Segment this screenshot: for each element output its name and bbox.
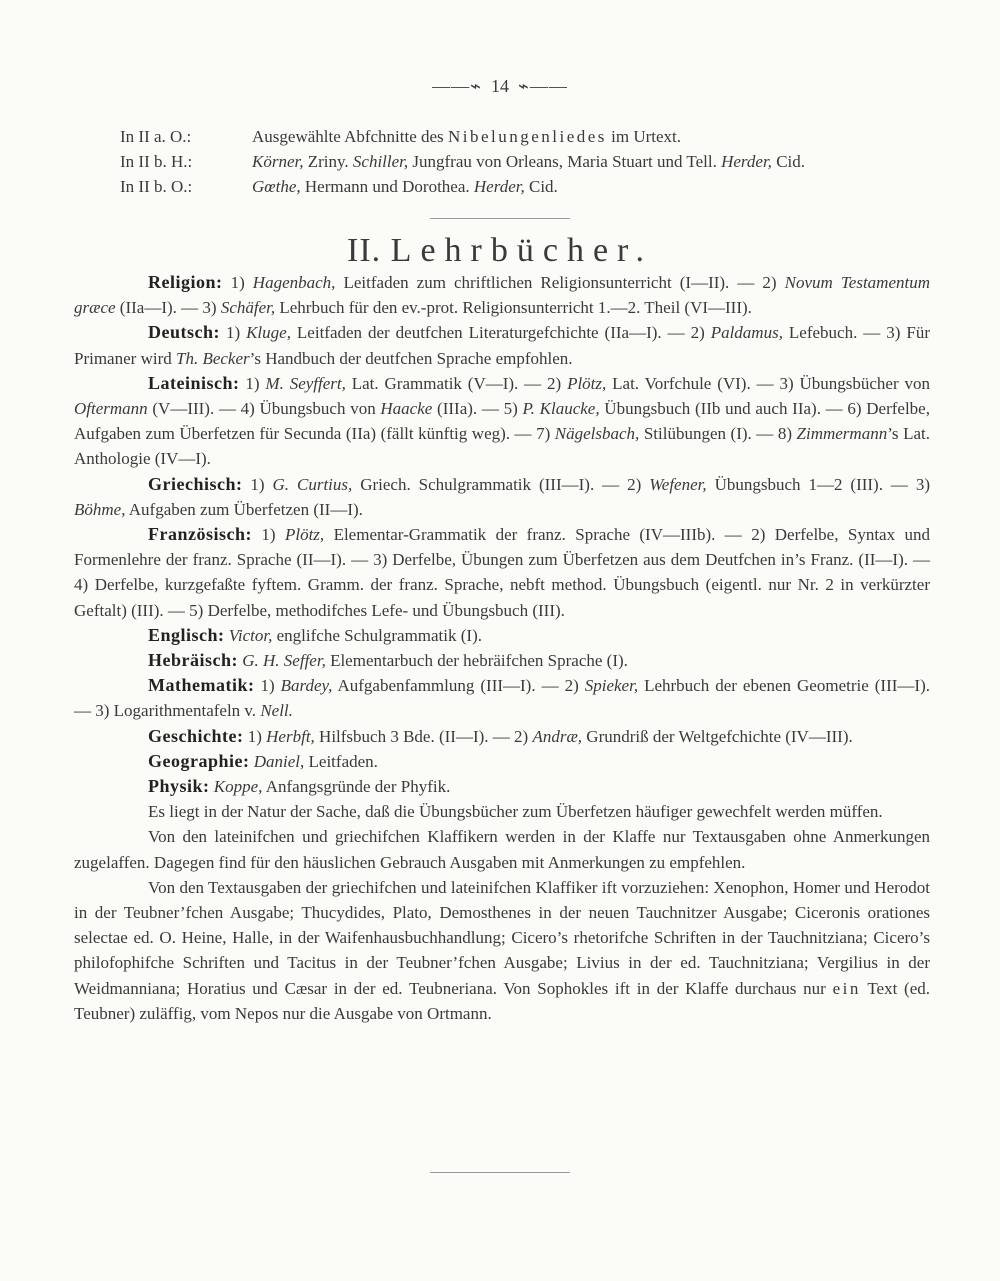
author-name: Körner, <box>252 152 304 171</box>
class-label: In II b. H.: <box>120 152 193 171</box>
ornament-left: ——⌁ <box>432 76 482 96</box>
subject-lateinisch: Lateinisch: 1) M. Seyffert, Lat. Grammatik (V—I). — 2) Plötz, Lat. Vorfchule (VI). — 3) Übungsbücher von Oftermann (V—III). — 4) Übungsbuch von Haacke (IIIa). — 5) P. Klaucke, Übungsbuch (IIb und auch IIa). — 6) Derfelbe, Aufgaben zum Überfetzen für Secunda (IIa) (fällt künftig weg). — 7) Nägelsbach, Stilübungen (I). — 8) Zimmermann’s Lat. Anthologie (IV—I). <box>74 372 930 469</box>
author-name: Th. <box>175 348 199 368</box>
subject-deutsch: Deutsch: 1) Kluge, Leitfaden der deutfchen Literaturgefchichte (IIa—I). — 2) Paldamus, Lefebuch. — 3) Für Primaner wird Th. Becker’s Handbuch der deutfchen Sprache empfohlen. <box>74 322 930 368</box>
section-word: Lehrbücher. <box>390 232 653 269</box>
author-name: Herder, <box>473 177 525 196</box>
subject-geschichte: Geschichte: 1) Herbft, Hilfsbuch 3 Bde. (II—I). — 2) Andræ, Grundriß der Weltgefchichte (IV—III). <box>148 725 853 746</box>
reading-text: Ausgewählte Abfchnitte des <box>252 127 448 146</box>
page-header <box>0 76 1000 97</box>
spaced-title: Nibelungenliedes <box>447 127 607 146</box>
subject-griechisch: Griechisch: 1) G. Curtius, Griech. Schulgrammatik (III—I). — 2) Wefener, Übungsbuch 1—2 (III). — 3) Böhme, Aufgaben zum Überfetzen (II—I). <box>74 473 931 519</box>
author-name: Nell. <box>260 701 293 721</box>
subject-heading: Geschichte: <box>148 725 244 746</box>
subject-englisch: Englisch: Victor, englifche Schulgrammatik (I). <box>148 624 482 645</box>
section-numeral: II. <box>347 232 382 269</box>
divider-rule <box>430 218 570 219</box>
paragraph-text: Text (ed. Teubner) zuläffig, vom Nepos nur die Ausgabe von Ortmann. <box>74 978 930 1023</box>
subject-heading: Hebräisch: <box>148 650 238 671</box>
subject-physik: Physik: Koppe, Anfangsgründe der Phyfik. <box>148 776 451 797</box>
author-name: Herder, <box>721 152 772 171</box>
textbook-list <box>74 270 930 1026</box>
subject-franzoesisch: Französisch: 1) Plötz, Elementar-Grammatik der franz. Sprache (IV—IIIb). — 2) Derfelbe, Syntax und Formenlehre der franz. Sprache (II—I). — 3) Derfelbe, Übungen zum Überfetzen aus dem Deutfchen in’s Franz. (II—I). — 4) Derfelbe, kurzgefaßte fyftem. Gramm. der franz. Sprache, nebft method. Übungsbuch (eigentl. nur Nr. 2 in verkürzter Geftalt) (III). — 5) Derfelbe, methodifches Lefe- und Übungsbuch (III). <box>74 524 930 620</box>
author-name: Oftermann <box>74 399 148 419</box>
reading-text: Cid. <box>524 177 558 196</box>
subject-heading: Physik: <box>148 776 210 797</box>
author-name: Haacke <box>380 399 433 419</box>
author-name: Kluge, <box>246 323 291 343</box>
subject-heading: Deutsch: <box>148 322 220 343</box>
reading-text: Hermann und Dorothea. <box>300 177 474 196</box>
author-name: Plötz, <box>284 525 325 545</box>
reading-row <box>120 174 900 199</box>
author-name: Hagenbach, <box>252 273 336 292</box>
subject-heading: Französisch: <box>148 524 252 545</box>
author-name: G. H. Seffer, <box>242 651 326 671</box>
author-name: Spieker, <box>584 676 639 696</box>
subject-heading: Religion: <box>148 272 223 292</box>
subject-hebraeisch: Hebräisch: G. H. Seffer, Elementarbuch der hebräifchen Sprache (I). <box>148 650 628 671</box>
subject-heading: Griechisch: <box>148 473 243 494</box>
class-label: In II a. O.: <box>120 127 192 146</box>
author-name: Plötz, <box>567 373 607 393</box>
author-name: M. Seyffert, <box>265 373 346 393</box>
author-name: Novum Testamentum græce <box>74 273 930 318</box>
subject-mathematik: Mathematik: 1) Bardey, Aufgabenfammlung (III—I). — 2) Spieker, Lehrbuch der ebenen Geometrie (III—I). — 3) Logarithmentafeln v. Nell. <box>74 675 930 721</box>
author-name: Schiller, <box>352 152 409 171</box>
author-name: Paldamus, <box>710 323 783 343</box>
subject-religion: Religion: 1) Hagenbach, Leitfaden zum chriftlichen Religionsunterricht (I—II). — 2) Novum Testamentum græce (IIa—I). — 3) Schäfer, Lehrbuch für den ev.-prot. Religionsunterricht 1.—2. Theil (VI—III). <box>74 272 930 318</box>
ornament-right: ⌁—— <box>518 76 568 96</box>
section-heading <box>0 232 1000 270</box>
footer-rule <box>430 1172 570 1173</box>
author-name: Bardey, <box>280 676 333 696</box>
paragraph-text: Von den Textausgaben der griechifchen und lateinifchen Klaffiker ift vorzuziehen: Xenophon, Homer und Herodot in der Teubner’fchen Ausgabe; Thucydides, Plato, Demosthenes in der neuen Tauchnitzer Ausgabe; Ciceronis orationes selectae ed. O. Heine, Halle, in der Waifenhausbuchhandlung; Cicero’s rhetorifche Schriften in der Tauchnitziana; Cicero’s philofophifche Schriften und Tacitus in der Teubner’fchen Ausgabe; Livius in der ed. Tauchnitziana; Vergilius in der Weidmanniana; Horatius und Cæsar in der ed. Teubneriana. Von Sophokles ift in der Klaffe durchaus nur <box>74 877 930 998</box>
paragraph-exercise-books: Es liegt in der Natur der Sache, daß die Übungsbücher zum Überfetzen häufiger gewechfelt werden müffen. <box>148 802 883 822</box>
paragraph-classics: Von den lateinifchen und griechifchen Klaffikern werden in der Klaffe nur Textausgaben ohne Anmerkungen zugelaffen. Dagegen find für den häuslichen Gebrauch Ausgaben mit Anmerkungen zu empfehlen. <box>74 827 930 872</box>
subject-heading: Geographie: <box>148 750 250 771</box>
reading-text: Zriny. <box>303 152 353 171</box>
reading-row <box>120 124 900 149</box>
author-name: Wefener, <box>649 474 707 494</box>
author-name: Schäfer, <box>220 298 276 318</box>
page-number: 14 <box>491 76 509 96</box>
author-name: Koppe, <box>213 777 263 797</box>
subject-heading: Mathematik: <box>148 675 255 696</box>
author-name: Andræ, <box>532 726 583 746</box>
reading-text: Cid. <box>771 152 805 171</box>
author-name: Nägelsbach, <box>554 424 640 444</box>
subject-heading: Lateinisch: <box>148 372 240 393</box>
reading-text: Jungfrau von Orleans, Maria Stuart und Tell. <box>408 152 722 171</box>
author-name: Becker <box>202 348 250 368</box>
paragraph-text-editions <box>74 875 930 1026</box>
reading-row <box>120 149 900 174</box>
author-name: Gœthe, <box>252 177 301 196</box>
author-name: G. Curtius, <box>272 474 353 494</box>
subject-heading: Englisch: <box>148 624 225 645</box>
author-name: Victor, <box>228 625 273 645</box>
emphasis-word: ein <box>832 978 861 998</box>
subject-geographie: Geographie: Daniel, Leitfaden. <box>148 750 378 771</box>
author-name: Zimmermann <box>796 424 888 444</box>
author-name: Daniel, <box>253 751 305 771</box>
author-name: Böhme, <box>74 499 126 519</box>
reading-text: im Urtext. <box>606 127 682 146</box>
author-name: Herbft, <box>266 726 315 746</box>
author-name: P. Klaucke, <box>522 399 600 419</box>
class-label: In II b. O.: <box>120 177 193 196</box>
reading-list <box>120 124 900 199</box>
